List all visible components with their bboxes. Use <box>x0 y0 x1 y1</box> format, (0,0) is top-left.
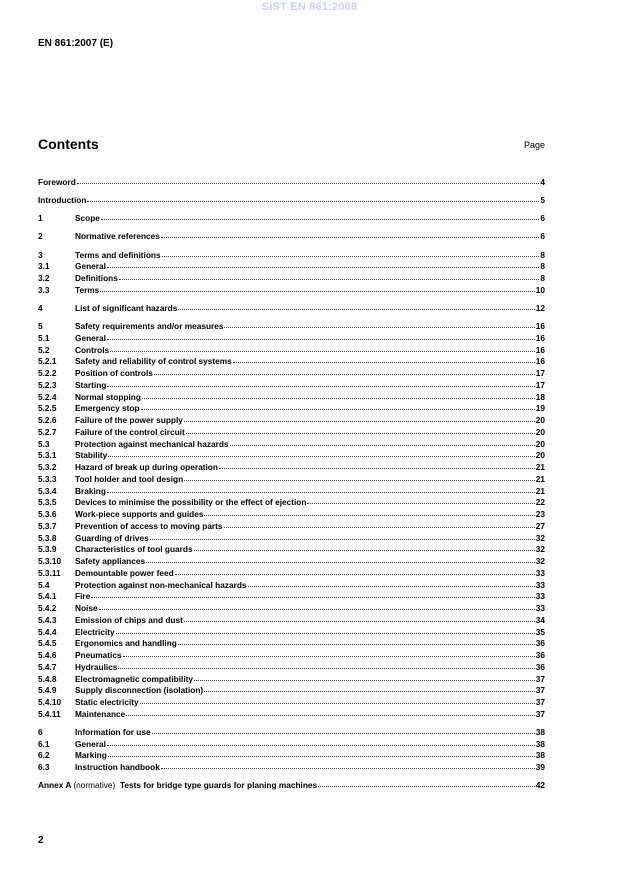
toc-entry-page: 34 <box>535 614 545 625</box>
toc-entry-number: 5.4.4 <box>38 626 57 637</box>
toc-entry-annex-title: Tests for bridge type guards for planing machines <box>119 780 318 791</box>
toc-entry-page: 16 <box>535 344 545 355</box>
toc-entry-page: 33 <box>535 579 545 590</box>
toc-dot-leader <box>87 193 539 202</box>
toc-entry-title: Noise <box>75 603 98 614</box>
toc-entry-page: 36 <box>535 650 545 661</box>
toc-entry-number: 5.2.5 <box>38 403 57 414</box>
toc-entry[interactable] <box>38 779 545 791</box>
toc-entry-title: Information for use <box>75 726 151 737</box>
toc-entry-title: Tool holder and tool design <box>75 473 184 484</box>
toc-entry-number: 5.2.7 <box>38 426 57 437</box>
toc-entry[interactable] <box>38 761 545 773</box>
toc-entry-number: 5.3.1 <box>38 450 57 461</box>
toc-entry-page: 16 <box>535 321 545 332</box>
toc-dot-leader <box>178 636 535 645</box>
toc-entry-title: Static electricity <box>75 697 139 708</box>
toc-dot-leader <box>224 319 534 328</box>
toc-entry-number: 3.1 <box>38 261 50 272</box>
toc-entry-page: 19 <box>535 403 545 414</box>
toc-entry-title: Emission of chips and dust <box>75 614 183 625</box>
toc-entry-number: 5.4.11 <box>38 708 61 719</box>
toc-dot-leader <box>107 484 535 493</box>
toc-dot-leader <box>307 495 534 504</box>
toc-entry-number: 6.3 <box>38 762 50 773</box>
toc-entry-title: Ergonomics and handling <box>75 638 177 649</box>
toc-entry-number: 5.3.10 <box>38 556 62 567</box>
toc-entry-number: 5.4.10 <box>38 697 62 708</box>
toc-entry-page: 6 <box>540 213 545 224</box>
document-reference: EN 861:2007 (E) <box>38 38 114 49</box>
toc-entry-title: General <box>75 738 106 749</box>
toc-entry-page: 17 <box>535 368 545 379</box>
toc-entry-page: 20 <box>535 438 545 449</box>
toc-entry-title: Pneumatics <box>75 650 122 661</box>
toc-entry[interactable] <box>38 708 545 720</box>
toc-entry-title: Foreword <box>38 177 76 187</box>
toc-entry-page: 20 <box>535 426 545 437</box>
toc-dot-leader <box>233 354 535 363</box>
toc-entry-annex-label: Annex A <box>38 780 72 791</box>
toc-entry-page: 23 <box>535 509 545 520</box>
toc-entry[interactable] <box>38 194 545 206</box>
toc-entry-page: 37 <box>535 708 545 719</box>
toc-entry-title: Protection against non-mechanical hazards <box>75 579 247 590</box>
toc-dot-leader <box>108 748 535 757</box>
toc-dot-leader <box>107 331 535 340</box>
toc-entry-title: General <box>75 332 106 343</box>
toc-dot-leader <box>110 343 535 352</box>
toc-entry-page: 16 <box>535 356 545 367</box>
toc-entry-page: 8 <box>540 261 545 272</box>
toc-dot-leader <box>100 283 534 292</box>
toc-dot-leader <box>141 401 535 410</box>
toc-entry[interactable] <box>38 230 545 242</box>
toc-entry[interactable] <box>38 284 545 296</box>
toc-entry-number: 5.3.4 <box>38 485 57 496</box>
toc-entry-title: Stability <box>75 450 108 461</box>
toc-dot-leader <box>175 566 535 575</box>
toc-entry-title: Marking <box>75 750 107 761</box>
toc-entry-page: 21 <box>535 473 545 484</box>
toc-entry-page: 33 <box>535 603 545 614</box>
toc-dot-leader <box>146 554 535 563</box>
toc-entry-number: 5.4.5 <box>38 638 57 649</box>
toc-entry-number: 5.3.8 <box>38 532 57 543</box>
toc-entry-number: 5.2.4 <box>38 391 57 402</box>
toc-entry-title: Starting <box>75 379 107 390</box>
toc-entry-title: Normative references <box>75 231 160 242</box>
toc-entry-title: Electromagnetic compatibility <box>75 673 194 684</box>
toc-dot-leader <box>154 366 535 375</box>
toc-entry-number: 2 <box>38 231 43 242</box>
page-title: Contents <box>38 136 99 152</box>
toc-entry-page: 18 <box>535 391 545 402</box>
toc-entry[interactable] <box>38 212 545 224</box>
toc-dot-leader <box>184 472 535 481</box>
toc-entry-number: 5.2.2 <box>38 368 57 379</box>
toc-entry-title: Terms <box>75 284 100 295</box>
toc-entry-annex-note: (normative) <box>73 780 116 791</box>
toc-entry-title: Devices to minimise the possibility or the effect of ejection <box>75 497 307 508</box>
toc-entry-number: 5.3.7 <box>38 520 57 531</box>
toc-entry-page: 37 <box>535 673 545 684</box>
toc-entry-title: Demountable power feed <box>75 567 174 578</box>
toc-entry-number: 5.4.9 <box>38 685 57 696</box>
toc-entry-number: 5.4.7 <box>38 661 57 672</box>
toc-dot-leader <box>162 248 540 257</box>
toc-entry-page: 16 <box>535 332 545 343</box>
toc-entry-number: 5.4.8 <box>38 673 57 684</box>
toc-entry-title: Safety and reliability of control systems <box>75 356 232 367</box>
toc-dot-leader <box>152 725 535 734</box>
toc-dot-leader <box>101 211 539 220</box>
toc-entry-title: Protection against mechanical hazards <box>75 438 229 449</box>
toc-entry-number: 3.3 <box>38 284 50 295</box>
toc-entry-page: 22 <box>535 497 545 508</box>
toc-entry-page: 27 <box>535 520 545 531</box>
toc-entry-page: 8 <box>540 273 545 284</box>
page-column-heading: Page <box>523 140 545 150</box>
toc-entry-number: 5 <box>38 321 43 332</box>
toc-entry-number: 5.4.2 <box>38 603 57 614</box>
toc-dot-leader <box>161 760 535 769</box>
toc-entry-title: Supply disconnection (isolation) <box>75 685 204 696</box>
toc-entry-page: 5 <box>540 195 545 206</box>
toc-entry-page: 33 <box>535 591 545 602</box>
toc-entry-page: 36 <box>535 638 545 649</box>
toc-entry-title <box>38 780 317 792</box>
toc-entry-number: 5.4.3 <box>38 614 57 625</box>
toc-entry-page: 17 <box>535 379 545 390</box>
toc-entry-page: 21 <box>535 462 545 473</box>
toc-entry-page: 37 <box>535 697 545 708</box>
toc-entry-number: 6.1 <box>38 738 50 749</box>
toc-dot-leader <box>142 390 535 399</box>
toc-dot-leader <box>140 695 535 704</box>
toc-entry-title: Hydraulics <box>75 661 118 672</box>
toc-dot-leader <box>178 301 534 310</box>
toc-entry-number: 1 <box>38 213 43 224</box>
toc-entry-page: 12 <box>535 302 545 313</box>
toc-entry-number: 5.3.11 <box>38 567 61 578</box>
toc-entry-number: 3 <box>38 249 43 260</box>
toc-dot-leader <box>77 175 540 184</box>
toc-dot-leader <box>107 737 535 746</box>
toc-entry-page: 21 <box>535 485 545 496</box>
toc-entry-number: 5.3.2 <box>38 462 57 473</box>
toc-entry-title: Maintenance <box>75 708 126 719</box>
toc-entry-page: 20 <box>535 415 545 426</box>
toc-entry-title: Emergency stop <box>75 403 140 414</box>
toc-entry[interactable] <box>38 176 545 188</box>
toc-dot-leader <box>204 507 534 516</box>
toc-entry-number: 5.2.6 <box>38 415 57 426</box>
toc-entry-number: 5.4 <box>38 579 50 590</box>
toc-entry-page: 6 <box>540 231 545 242</box>
toc-dot-leader <box>126 707 535 716</box>
toc-entry-title: Guarding of drives <box>75 532 149 543</box>
toc-entry-number: 3.2 <box>38 273 50 284</box>
toc-dot-leader <box>194 672 535 681</box>
toc-entry-number: 5.4.1 <box>38 591 57 602</box>
toc-entry-page: 35 <box>535 626 545 637</box>
toc-entry-number: 4 <box>38 302 43 313</box>
toc-entry-page: 10 <box>535 284 545 295</box>
toc-entry-page: 20 <box>535 450 545 461</box>
toc-entry-number: 5.1 <box>38 332 50 343</box>
watermark: SIST EN 861:2008 <box>261 1 358 13</box>
toc-entry-title: Safety appliances <box>75 556 146 567</box>
toc-entry-title: Instruction handbook <box>75 762 160 773</box>
toc-entry-page: 33 <box>535 567 545 578</box>
toc-entry-title: Hazard of break up during operation <box>75 462 218 473</box>
toc-dot-leader <box>186 425 535 434</box>
toc-entry-title: General <box>75 261 106 272</box>
toc-entry-number: 6 <box>38 726 43 737</box>
toc-entry-page: 4 <box>540 177 545 187</box>
toc-entry-number: 5.3.3 <box>38 473 57 484</box>
toc-dot-leader <box>91 589 535 598</box>
toc-entry-title: Introduction <box>38 195 87 206</box>
toc-entry-number: 5.2.1 <box>38 356 57 367</box>
toc-dot-leader <box>230 437 535 446</box>
toc-dot-leader <box>119 271 540 280</box>
toc-dot-leader <box>184 413 535 422</box>
toc-entry-title: Terms and definitions <box>75 249 161 260</box>
toc-entry-page: 42 <box>535 780 545 791</box>
toc-entry-title: Failure of the control circuit <box>75 426 185 437</box>
toc-dot-leader <box>123 648 535 657</box>
toc-entry-page: 32 <box>535 532 545 543</box>
toc-dot-leader <box>107 259 539 268</box>
toc-entry-page: 38 <box>535 738 545 749</box>
toc-entry-number: 6.2 <box>38 750 50 761</box>
toc-entry-number: 5.2 <box>38 344 50 355</box>
toc-dot-leader <box>116 625 535 634</box>
toc-dot-leader <box>161 229 540 238</box>
toc-entry-title: Controls <box>75 344 110 355</box>
toc-entry-title: Scope <box>75 213 100 224</box>
toc-entry-title: List of significant hazards <box>75 302 178 313</box>
toc-entry-number: 5.3.6 <box>38 509 57 520</box>
toc-entry-title: Failure of the power supply <box>75 415 183 426</box>
toc-entry-page: 36 <box>535 661 545 672</box>
toc-dot-leader <box>318 778 535 787</box>
toc-entry-page: 37 <box>535 685 545 696</box>
toc-entry-title: Normal stopping <box>75 391 141 402</box>
toc-entry-number: 5.3.5 <box>38 497 57 508</box>
toc-entry-number: 5.3.9 <box>38 544 57 555</box>
toc-entry-title: Braking <box>75 485 106 496</box>
toc-entry[interactable] <box>38 302 545 314</box>
toc-entry-title: Characteristics of tool guards <box>75 544 193 555</box>
toc-dot-leader <box>99 601 535 610</box>
toc-entry-title: Position of controls <box>75 368 153 379</box>
toc-entry-title: Prevention of access to moving parts <box>75 520 223 531</box>
toc-entry-number: 5.2.3 <box>38 379 57 390</box>
toc-dot-leader <box>150 531 535 540</box>
toc-dot-leader <box>118 660 534 669</box>
toc-entry-number: 5.3 <box>38 438 50 449</box>
toc-entry-title: Electricity <box>75 626 115 637</box>
toc-dot-leader <box>219 460 535 469</box>
toc-dot-leader <box>194 542 535 551</box>
toc-entry-title: Safety requirements and/or measures <box>75 321 224 332</box>
toc-entry-page: 38 <box>535 726 545 737</box>
toc-dot-leader <box>248 578 535 587</box>
toc-dot-leader <box>107 378 534 387</box>
toc-entry-page: 32 <box>535 556 545 567</box>
toc-entry-page: 32 <box>535 544 545 555</box>
toc-entry-number: 5.4.6 <box>38 650 57 661</box>
toc-dot-leader <box>204 683 535 692</box>
toc-entry-title: Definitions <box>75 273 118 284</box>
toc-dot-leader <box>184 613 535 622</box>
toc-entry-page: 8 <box>540 249 545 260</box>
toc-entry-page: 38 <box>535 750 545 761</box>
table-of-contents <box>38 176 545 791</box>
toc-dot-leader <box>108 448 534 457</box>
toc-entry-page: 39 <box>535 762 545 773</box>
toc-entry-title: Fire <box>75 591 91 602</box>
toc-entry-title: Work-piece supports and guides <box>75 509 204 520</box>
toc-dot-leader <box>224 519 535 528</box>
page-number: 2 <box>38 835 44 846</box>
